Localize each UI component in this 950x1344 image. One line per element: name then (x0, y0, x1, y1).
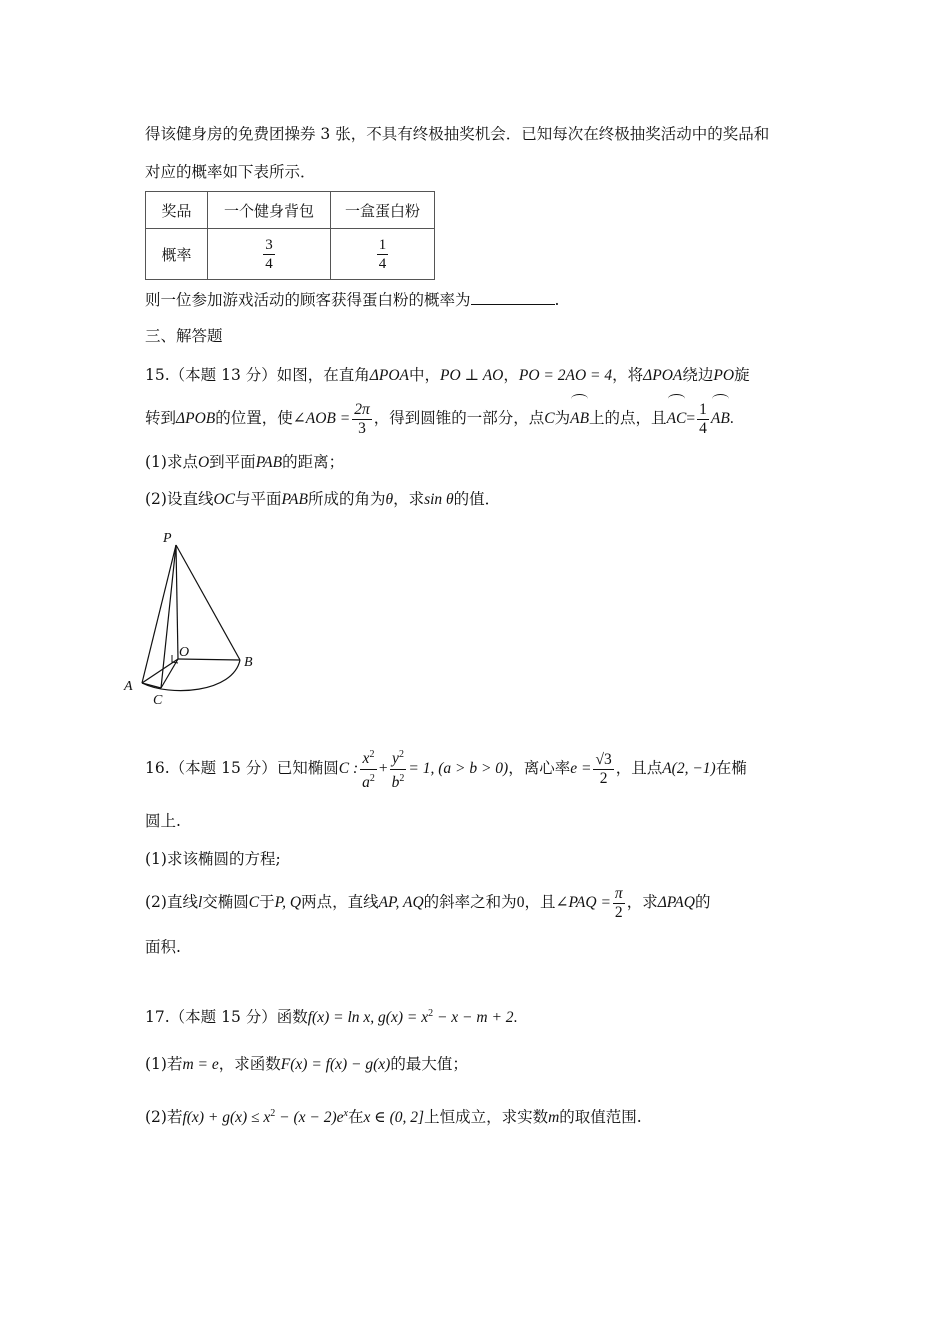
text: 如图，在直角 (276, 366, 370, 384)
math: C (248, 894, 260, 911)
math: PAB (281, 491, 308, 508)
fraction-numerator: π (614, 884, 623, 902)
math: b (391, 773, 400, 791)
table-header-row (146, 192, 435, 229)
q14-answer-line (145, 288, 559, 311)
text: 已知椭圆 (276, 759, 339, 777)
fraction (263, 236, 275, 273)
q15-part-1 (145, 451, 344, 474)
text: 绕边 (682, 366, 714, 384)
text: ，将 (612, 366, 644, 384)
text: 两点，直线 (301, 893, 379, 911)
fraction-numerator: 3 (265, 236, 273, 253)
label-a: A (124, 679, 133, 694)
math: f(x) = ln x, g(x) = x (307, 1009, 429, 1027)
math: y (392, 750, 399, 768)
text: 在 (348, 1108, 364, 1127)
math: PO = 2AO = 4 (518, 367, 613, 384)
math: 0 (516, 894, 525, 911)
edge-po (176, 545, 178, 659)
math: a (362, 773, 370, 791)
q16-part-1: (1)求该椭圆的方程; (145, 850, 281, 868)
math: x ∈ (0, 2] (363, 1109, 425, 1127)
q16-part-2 (145, 880, 710, 925)
section-title: 三、解答题 (145, 327, 223, 345)
text: 交椭圆 (202, 893, 249, 911)
q16-line-2: 圆上. (145, 812, 181, 830)
q14-text: 则一位参加游戏活动的顾客获得蛋白粉的概率为 (145, 291, 471, 309)
text: 的 (694, 893, 711, 911)
fraction (390, 746, 407, 791)
fraction (593, 751, 613, 788)
exponent: 2 (369, 749, 375, 761)
q17-line-1: 17.（本题 15 分）函数f(x) = ln x, $g(x) = x^2 - x - m + 2$. (145, 1008, 518, 1027)
text: (2)若 (145, 1108, 183, 1127)
math: m = e (182, 1056, 219, 1073)
fraction-denominator: 4 (378, 255, 387, 272)
math: e = (570, 760, 592, 777)
math: C : (338, 760, 359, 777)
math: = 1, (a > b > 0) (408, 760, 509, 777)
text: 上的点，且 (589, 409, 667, 427)
label-o: O (179, 645, 190, 660)
fraction (360, 746, 377, 791)
fraction-denominator: 3 (358, 419, 366, 437)
fraction-numerator: 1 (699, 400, 707, 418)
table-row-label: 概率 (146, 229, 208, 280)
text: 所成的角为 (307, 490, 386, 508)
label-b: B (244, 655, 253, 670)
text: 在椭 (715, 759, 747, 777)
text: 与平面 (235, 490, 282, 508)
label-c: C (153, 693, 163, 708)
fraction-denominator: 4 (265, 255, 273, 272)
fraction (697, 401, 709, 438)
text: ，求函数 (218, 1055, 281, 1073)
fraction-denominator: 4 (699, 419, 707, 437)
text: ，离心率 (508, 759, 571, 777)
q15-line-1 (145, 364, 750, 387)
text: 转到 (145, 409, 177, 427)
text: (2)设直线 (145, 490, 214, 508)
math-arc: AC (667, 399, 687, 439)
q16-line-1: 16.（本题 15 分）已知椭圆C : $\frac{x^2}{a^2}$ + $\frac{y^2}{b^2}$ = 1, (a > b > 0)，离心率e = $\frac{√3}{2}$ ，且点A(2, −1)在椭 (145, 745, 747, 792)
q14-period: . (554, 291, 560, 309)
q17-part-1 (145, 1053, 468, 1076)
cone-figure (115, 525, 275, 715)
intro-line-1: 得该健身房的免费团操券 3 张，不具有终极抽奖机会．已知每次在终极抽奖活动中的奖品和 (145, 125, 770, 143)
math: ΔPOB (176, 410, 216, 427)
fraction-numerator: 2π (354, 400, 370, 418)
intro-line-2: 对应的概率如下表所示． (145, 163, 316, 181)
prize-table (145, 191, 435, 280)
text: ， (503, 366, 519, 384)
math: = (686, 410, 696, 427)
base-arc (142, 660, 240, 691)
math: ∠PAQ = (555, 894, 611, 911)
table-header-cell: 一盒蛋白粉 (331, 192, 435, 229)
math: AP, AQ (378, 894, 424, 911)
math: x (362, 750, 370, 768)
exponent: 2 (369, 772, 375, 784)
question-label: 15.（本题 13 分） (145, 366, 277, 384)
math: PAB (255, 454, 283, 471)
q16-line-area: 面积. (145, 938, 181, 956)
math: C (544, 410, 555, 427)
fraction-numerator: 1 (378, 236, 387, 253)
text: 函数 (276, 1008, 308, 1027)
math: f(x) + g(x) ≤ x (182, 1109, 271, 1127)
text: 到平面 (209, 453, 256, 471)
text: 的距离； (282, 453, 345, 471)
exponent: 2 (270, 1108, 276, 1119)
question-label: 17.（本题 15 分） (145, 1008, 277, 1027)
math: A(2, −1) (662, 760, 716, 777)
text: 上恒成立，求实数 (424, 1108, 549, 1127)
text: 的位置，使 (215, 409, 293, 427)
text: 为 (554, 409, 571, 427)
table-header-cell: 奖品 (146, 192, 208, 229)
text: 的斜率之和为 (423, 893, 517, 911)
q17-part-2 (145, 1103, 642, 1129)
q15-part-2 (145, 488, 500, 511)
fraction (377, 236, 389, 273)
q15-line-2: 转到ΔPOB的位置，使∠AOB = $\frac{2\pi}{3}$ ，得到圆锥的一部分，点C为AB上的点，且AC= $\frac{1}{4}$ AB. (145, 398, 734, 439)
math-arc: AB (570, 399, 589, 439)
fraction (352, 401, 372, 438)
math: P, Q (274, 894, 302, 911)
math: − (x − 2)e (275, 1109, 344, 1127)
text: ，且 (524, 893, 556, 911)
math: l (197, 894, 203, 911)
text: 于 (259, 893, 275, 911)
table-cell-probability (331, 229, 435, 280)
math: OC (213, 491, 236, 508)
answer-blank (471, 288, 555, 305)
question-label: 16.（本题 15 分） (145, 759, 277, 777)
text: 中， (408, 366, 440, 384)
text: 的值． (453, 490, 501, 508)
math: ΔPOA (643, 367, 683, 384)
text: (2)直线 (145, 893, 198, 911)
table-cell-probability (208, 229, 331, 280)
math: PO ⊥ AO (440, 367, 504, 384)
text: ，得到圆锥的一部分，点 (373, 409, 545, 427)
math: ΔPAQ (657, 894, 695, 911)
math: m (548, 1109, 560, 1127)
text: 旋 (734, 366, 750, 384)
table-row (146, 229, 435, 280)
text: 的最大值； (390, 1055, 468, 1073)
table-header-cell: 一个健身背包 (208, 192, 331, 229)
fraction-numerator: √3 (595, 750, 612, 768)
text: (1)求点 (145, 453, 198, 471)
fraction-denominator: 2 (599, 769, 608, 787)
math: − x − m + 2 (433, 1009, 514, 1027)
exponent: 2 (398, 749, 404, 761)
edge-pa (142, 545, 176, 683)
math-arc: AB (711, 399, 730, 439)
math: ∠AOB = (292, 410, 351, 427)
math: PO (713, 367, 735, 384)
text: ，求 (626, 893, 658, 911)
math: θ (385, 491, 394, 508)
text: ，求 (393, 490, 425, 508)
fraction (613, 885, 625, 922)
math: O (197, 454, 210, 471)
text: ，且点 (615, 759, 663, 777)
exponent: 2 (428, 1008, 434, 1019)
exponent: x (343, 1108, 348, 1119)
exponent: 2 (399, 772, 405, 784)
edge-pb (176, 545, 240, 660)
math: ΔPOA (369, 367, 409, 384)
text: (1)若 (145, 1055, 183, 1073)
math: F(x) = f(x) − g(x) (280, 1056, 391, 1073)
label-p: P (163, 531, 172, 546)
math: sin θ (424, 491, 454, 508)
fraction-denominator: 2 (614, 903, 623, 921)
text: 的取值范围. (559, 1108, 642, 1127)
